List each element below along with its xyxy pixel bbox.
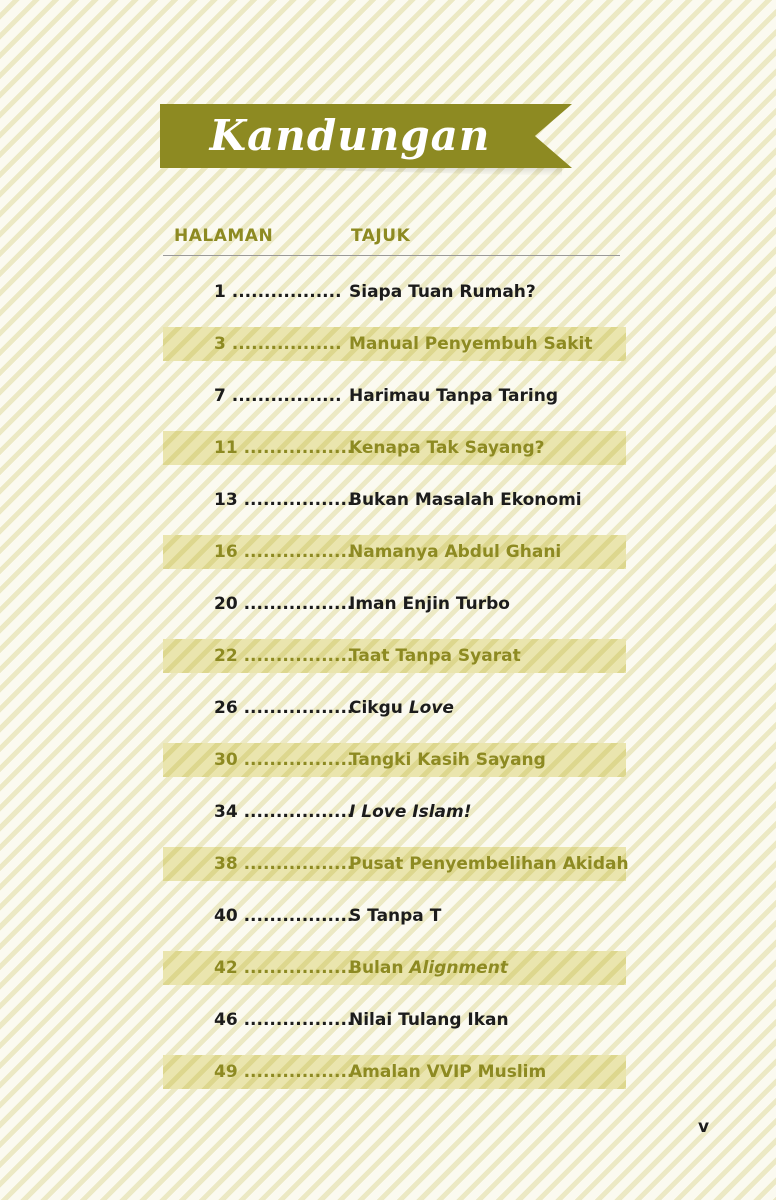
toc-leader-dots: ................. <box>243 750 354 770</box>
toc-leader-dots: ................. <box>231 386 342 406</box>
toc-leader-dots: ................. <box>243 698 354 718</box>
toc-title: Bulan Alignment <box>349 958 508 978</box>
toc-page-number: 1 ................. <box>214 282 342 302</box>
toc-page-number: 38 ................. <box>214 854 354 874</box>
toc-title: Taat Tanpa Syarat <box>349 646 521 666</box>
toc-title: I Love Islam! <box>349 802 472 822</box>
toc-leader-dots: ................. <box>243 594 354 614</box>
toc-leader-dots: ................. <box>231 334 342 354</box>
toc-page-number: 7 ................. <box>214 386 342 406</box>
toc-entry[interactable] <box>163 431 626 465</box>
column-header-page: HALAMAN <box>174 226 274 246</box>
toc-title: Pusat Penyembelihan Akidah <box>349 854 629 874</box>
toc-page-number: 40 ................. <box>214 906 354 926</box>
page-title: Kandungan <box>209 111 491 160</box>
toc-page-number: 13 ................. <box>214 490 354 510</box>
toc-leader-dots: ................. <box>243 854 354 874</box>
toc-title: Nilai Tulang Ikan <box>349 1010 509 1030</box>
toc-entry[interactable] <box>163 899 626 933</box>
toc-title: Iman Enjin Turbo <box>349 594 510 614</box>
toc-title: Harimau Tanpa Taring <box>349 386 559 406</box>
toc-entry[interactable] <box>163 639 626 673</box>
toc-entry[interactable] <box>163 951 626 985</box>
toc-page-number: 49 ................. <box>214 1062 354 1082</box>
toc-entry[interactable] <box>163 327 626 361</box>
toc-page-number: 26 ................. <box>214 698 354 718</box>
toc-leader-dots: ................. <box>243 1010 354 1030</box>
toc-entry[interactable] <box>163 535 626 569</box>
page-number: v <box>698 1117 710 1137</box>
toc-leader-dots: ................. <box>231 282 342 302</box>
toc-entry[interactable] <box>163 795 626 829</box>
toc-leader-dots: ................. <box>243 958 354 978</box>
toc-entry[interactable] <box>163 587 626 621</box>
toc-leader-dots: ................. <box>243 438 354 458</box>
toc-title: Cikgu Love <box>349 698 454 718</box>
toc-title: Tangki Kasih Sayang <box>349 750 546 770</box>
toc-page-number: 20 ................. <box>214 594 354 614</box>
toc-entry[interactable] <box>163 743 626 777</box>
toc-title: Namanya Abdul Ghani <box>349 542 562 562</box>
toc-leader-dots: ................. <box>243 542 354 562</box>
column-header-title: TAJUK <box>351 226 411 246</box>
toc-title: Kenapa Tak Sayang? <box>349 438 545 458</box>
toc-page-number: 30 ................. <box>214 750 354 770</box>
toc-page-number: 34 ................. <box>214 802 354 822</box>
toc-leader-dots: ................. <box>243 646 354 666</box>
toc-page-number: 16 ................. <box>214 542 354 562</box>
toc-entry[interactable] <box>163 483 626 517</box>
toc-leader-dots: ................. <box>243 802 354 822</box>
toc-title: Amalan VVIP Muslim <box>349 1062 547 1082</box>
toc-page-number: 3 ................. <box>214 334 342 354</box>
toc-leader-dots: ................. <box>243 490 354 510</box>
toc-leader-dots: ................. <box>243 906 354 926</box>
toc-title: Siapa Tuan Rumah? <box>349 282 536 302</box>
toc-entry[interactable] <box>163 1055 626 1089</box>
title-ribbon <box>160 104 572 184</box>
toc-page-number: 42 ................. <box>214 958 354 978</box>
toc-title: S Tanpa T <box>349 906 442 926</box>
toc-page-number: 46 ................. <box>214 1010 354 1030</box>
toc-entry[interactable] <box>163 847 629 881</box>
toc-entry[interactable] <box>163 1003 626 1037</box>
toc-page-number: 22 ................. <box>214 646 354 666</box>
toc-entry[interactable] <box>163 379 626 413</box>
header-divider <box>163 255 620 256</box>
toc-title: Manual Penyembuh Sakit <box>349 334 593 354</box>
toc-entry[interactable] <box>163 691 626 725</box>
toc-entry[interactable] <box>163 275 626 309</box>
toc-leader-dots: ................. <box>243 1062 354 1082</box>
toc-page-number: 11 ................. <box>214 438 354 458</box>
toc-title: Bukan Masalah Ekonomi <box>349 490 582 510</box>
